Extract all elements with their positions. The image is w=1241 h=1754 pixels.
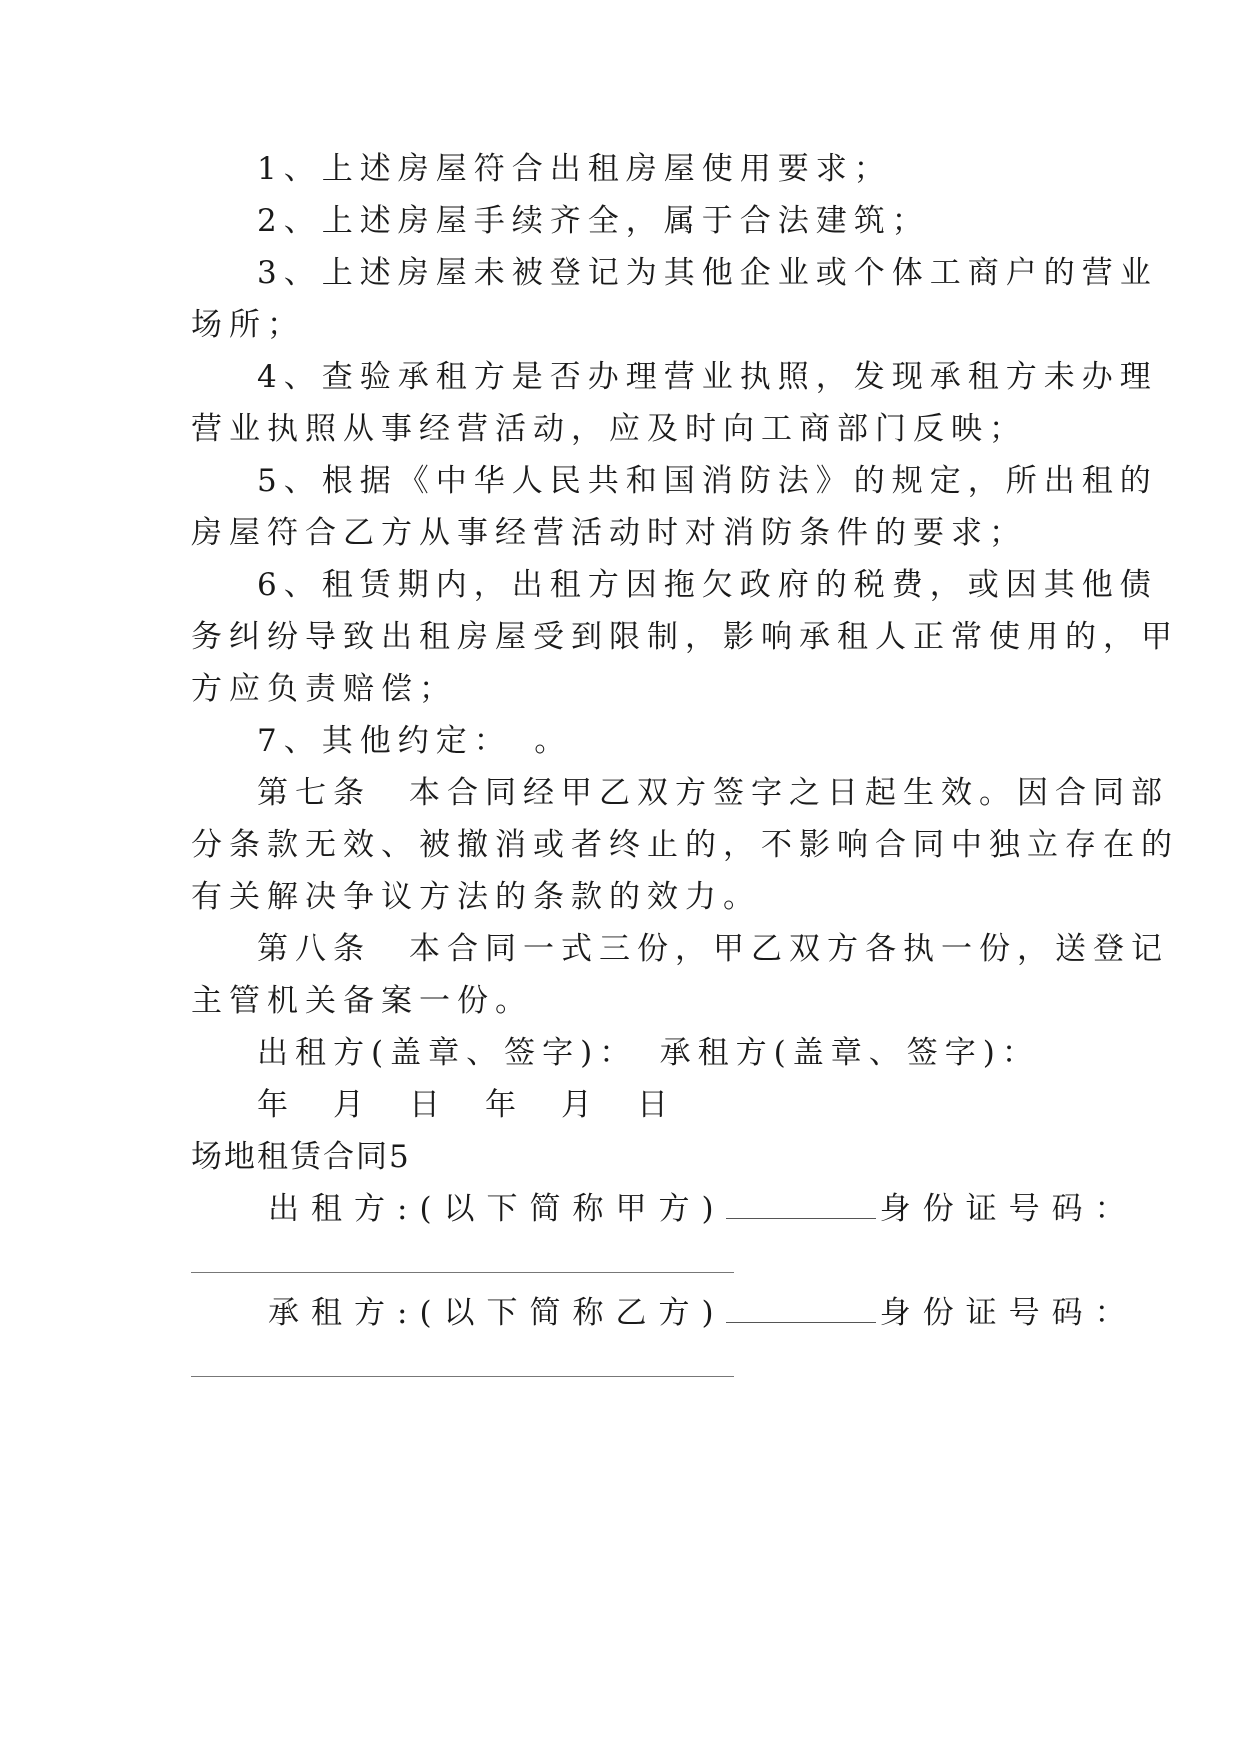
lessee-label: 承租方:(以下简称乙方) <box>268 1295 726 1331</box>
article-7: 第七条 本合同经甲乙双方签字之日起生效。因合同部 <box>257 775 1169 811</box>
clause-item-5-cont: 房屋符合乙方从事经营活动时对消防条件的要求； <box>191 515 1027 551</box>
clause-item-7: 7、其他约定： 。 <box>257 723 573 759</box>
lessee-name-blank <box>726 1296 876 1323</box>
clause-item-6-cont-2: 方应负责赔偿； <box>191 671 457 707</box>
signature-line: 出租方(盖章、签字)： 承租方(盖章、签字)： <box>257 1035 1040 1071</box>
clause-item-6-cont-1: 务纠纷导致出租房屋受到限制，影响承租人正常使用的，甲 <box>191 619 1179 655</box>
article-7-cont-2: 有关解决争议方法的条款的效力。 <box>191 879 761 915</box>
clause-item-4-cont: 营业执照从事经营活动，应及时向工商部门反映； <box>191 411 1027 447</box>
lessee-id-label: 身份证号码： <box>879 1295 1138 1331</box>
article-7-cont-1: 分条款无效、被撤消或者终止的，不影响合同中独立存在的 <box>191 827 1179 863</box>
lessee-id-blank-line <box>191 1376 734 1377</box>
lessor-line <box>268 1189 1148 1229</box>
clause-item-5: 5、根据《中华人民共和国消防法》的规定，所出租的 <box>257 463 1158 499</box>
lessee-line <box>268 1293 1148 1333</box>
lessor-name-blank <box>726 1192 876 1219</box>
clause-item-4: 4、查验承租方是否办理营业执照，发现承租方未办理 <box>257 359 1158 395</box>
clause-item-6: 6、租赁期内，出租方因拖欠政府的税费，或因其他债 <box>257 567 1158 603</box>
date-line: 年 月 日 年 月 日 <box>257 1087 675 1123</box>
article-8: 第八条 本合同一式三份，甲乙双方各执一份，送登记 <box>257 931 1169 967</box>
lessor-id-label: 身份证号码： <box>879 1191 1138 1227</box>
clause-item-1: 1、上述房屋符合出租房屋使用要求； <box>257 151 892 187</box>
clause-item-2: 2、上述房屋手续齐全，属于合法建筑； <box>257 203 930 239</box>
lessor-id-blank-line <box>191 1272 734 1273</box>
clause-item-3: 3、上述房屋未被登记为其他企业或个体工商户的营业 <box>257 255 1158 291</box>
article-8-cont: 主管机关备案一份。 <box>191 983 533 1019</box>
contract-title: 场地租赁合同5 <box>191 1139 411 1175</box>
lessor-label: 出租方:(以下简称甲方) <box>268 1191 726 1227</box>
clause-item-3-cont: 场所； <box>191 307 305 343</box>
